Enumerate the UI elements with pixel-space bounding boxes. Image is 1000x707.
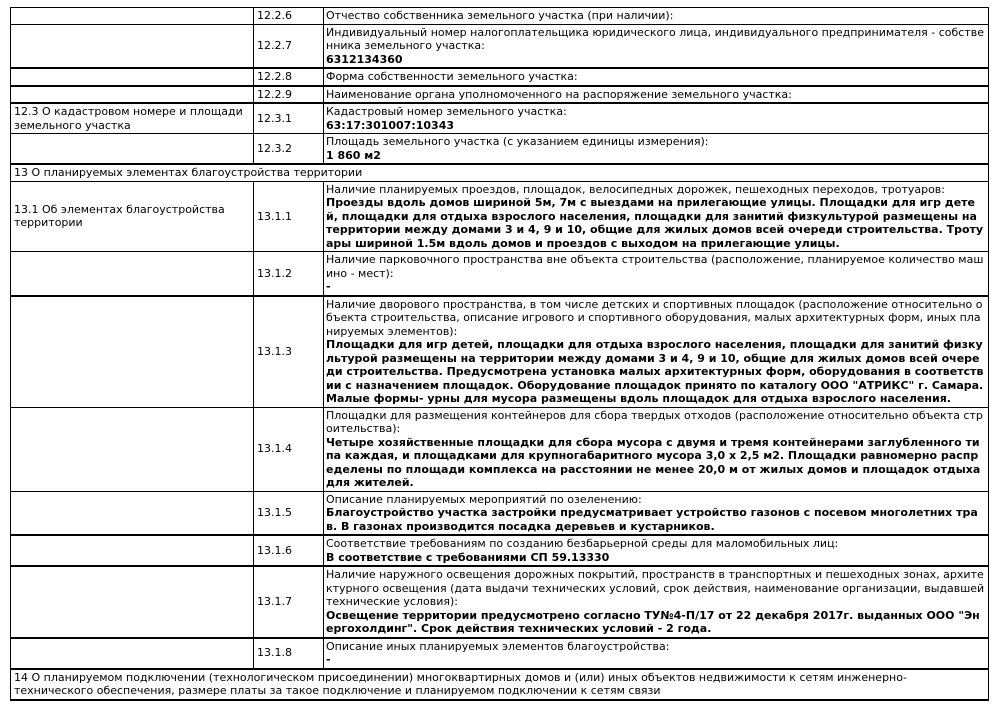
section-header-row (11, 669, 989, 700)
field-label: Площадки для размещения контейнеров для сбора твердых отходов (расположение относительно объекта строительства): (326, 408, 983, 435)
category-cell (11, 535, 254, 566)
field-value: Проезды вдоль домов шириной 5м, 7м с выездами на прилегающие улицы. Площадки для игр детей, площадки для отдыха взрослого населения, площадки для занитий физкультурой размещены на территории между домами 3 и 4, 9 и 10, общие для жилых домов всей очереди строительства. Тротуары шириной 1.5м вдоль домов и проездов с выходом на прилегающие улицы. (326, 196, 984, 250)
category-cell (11, 407, 254, 491)
field-label: Наличие парковочного пространства вне объекта строительства (расположение, планируемое количество машино - мест): (326, 253, 984, 280)
table-row (11, 535, 989, 566)
category-cell: 12.3 О кадастровом номере и площади земельного участка (11, 103, 254, 134)
item-number-cell: 13.1.7 (254, 566, 324, 638)
field-value: Освещение территории предусмотрено согласно ТУ№4-П/17 от 22 декабря 2017г. выданных ООО "Энергохолдинг". Срок действия технических условий - 2 года. (326, 608, 980, 635)
table-row (11, 134, 989, 165)
table-row (11, 252, 989, 296)
content-cell (324, 134, 989, 165)
category-cell (11, 68, 254, 86)
content-cell (324, 535, 989, 566)
table-row (11, 24, 989, 68)
table-row (11, 181, 989, 252)
category-cell (11, 8, 254, 25)
field-label: Отчество собственника земельного участка (при наличии): (326, 9, 674, 22)
declaration-table-body (11, 8, 989, 700)
item-number-cell: 12.3.1 (254, 103, 324, 134)
content-cell (324, 491, 989, 535)
table-row (11, 8, 989, 25)
field-value: В соответствие с требованиями СП 59.13330 (326, 550, 610, 564)
content-cell (324, 638, 989, 669)
content-cell (324, 296, 989, 408)
table-row (11, 638, 989, 669)
item-number-cell: 12.2.9 (254, 86, 324, 104)
item-number-cell: 12.2.6 (254, 8, 324, 25)
content-cell (324, 68, 989, 86)
category-cell: 13.1 Об элементах благоустройства территории (11, 181, 254, 252)
field-label: Наименование органа уполномоченного на распоряжение земельного участка: (326, 87, 792, 101)
field-label: Форма собственности земельного участка: (326, 70, 578, 83)
content-cell (324, 8, 989, 25)
category-cell (11, 252, 254, 296)
field-label: Наличие планируемых проездов, площадок, велосипедных дорожек, пешеходных переходов, тротуаров: (326, 182, 945, 196)
content-cell (324, 103, 989, 134)
category-cell (11, 134, 254, 165)
category-cell (11, 491, 254, 535)
item-number-cell: 13.1.8 (254, 638, 324, 669)
table-row (11, 103, 989, 134)
field-value: 1 860 м2 (326, 148, 381, 162)
content-cell (324, 181, 989, 252)
item-number-cell: 13.1.3 (254, 296, 324, 408)
item-number-cell: 12.2.8 (254, 68, 324, 86)
table-row (11, 86, 989, 104)
content-cell (324, 407, 989, 491)
field-value: Благоустройство участка застройки предусматривает устройство газонов с посевом многолетних трав. В газонах производится посадка деревьев и кустарников. (326, 506, 978, 533)
item-number-cell: 13.1.1 (254, 181, 324, 252)
category-cell (11, 296, 254, 408)
field-label: Соответствие требованиям по созданию безбарьерной среды для маломобильных лиц: (326, 537, 839, 550)
field-value: - (326, 653, 331, 666)
field-label: Площадь земельного участка (с указанием единицы измерения): (326, 135, 709, 148)
content-cell (324, 566, 989, 638)
field-value: - (326, 280, 331, 293)
field-label: Кадастровый номер земельного участка: (326, 105, 567, 118)
item-number-cell: 12.3.2 (254, 134, 324, 165)
field-label: Описание планируемых мероприятий по озеленению: (326, 492, 642, 506)
item-number-cell: 13.1.2 (254, 252, 324, 296)
item-number-cell: 12.2.7 (254, 24, 324, 68)
section-header: 13 О планируемых элементах благоустройства территории (11, 164, 989, 181)
field-label: Наличие дворового пространства, в том числе детских и спортивных площадок (расположение относительно объекта строительства, описание игрового и спортивного оборудования, малых архитектурных форм, иных планируемых элементов): (326, 297, 983, 338)
category-cell (11, 86, 254, 104)
item-number-cell: 13.1.5 (254, 491, 324, 535)
category-cell (11, 638, 254, 669)
project-declaration-table (10, 7, 989, 701)
table-row (11, 68, 989, 86)
field-label: Описание иных планируемых элементов благоустройства: (326, 639, 670, 653)
field-value: Четыре хозяйственные площадки для сбора мусора с двумя и тремя контейнерами заглубленного типа каждая, и площадками для крупногабаритного мусора 3,0 х 2,5 м2. Площадки равномерно распределены по площади комплекса на расстоянии не менее 20,0 м от жилых домов и площадок отдыха для жителей. (326, 435, 981, 489)
field-value: 63:17:301007:10343 (326, 118, 455, 132)
table-row (11, 407, 989, 491)
content-cell (324, 24, 989, 68)
field-value: 6312134360 (326, 52, 403, 66)
content-cell (324, 86, 989, 104)
section-header: 14 О планируемом подключении (технологическом присоединении) многоквартирных домов и (или) иных объектов недвижимости к сетям инженерно-технического обеспечения, размере платы за такое подключение и планируемом подключении к сетям связи (11, 669, 989, 700)
field-label: Индивидуальный номер налогоплательщика юридического лица, индивидуального предпринимателя - собственника земельного участка: (326, 25, 984, 52)
field-value: Площадки для игр детей, площадки для отдыха взрослого населения, площадки для занитий физкультурой размещены на территории между домами 3 и 4, 9 и 10, общие для жилых домов всей очереди строительства. Предусмотрена установка малых архитектурных форм, оборудования в соответствии с назначением площадок. Оборудование площадок принято по каталогу ООО "АТРИКС" г. Самара. Малые формы- урны для мусора размещены вдоль площадок для отдыха взрослого населения. (326, 338, 984, 405)
field-label: Наличие наружного освещения дорожных покрытий, пространств в транспортных и пешеходных зонах, архитектурного освещения (дата выдачи технических условий, срок действия, наименование организации, выдавшей технические условия): (326, 568, 985, 608)
table-row (11, 296, 989, 408)
section-header-row (11, 164, 989, 181)
table-row (11, 491, 989, 535)
item-number-cell: 13.1.4 (254, 407, 324, 491)
category-cell (11, 566, 254, 638)
item-number-cell: 13.1.6 (254, 535, 324, 566)
table-row (11, 566, 989, 638)
category-cell (11, 24, 254, 68)
content-cell (324, 252, 989, 296)
